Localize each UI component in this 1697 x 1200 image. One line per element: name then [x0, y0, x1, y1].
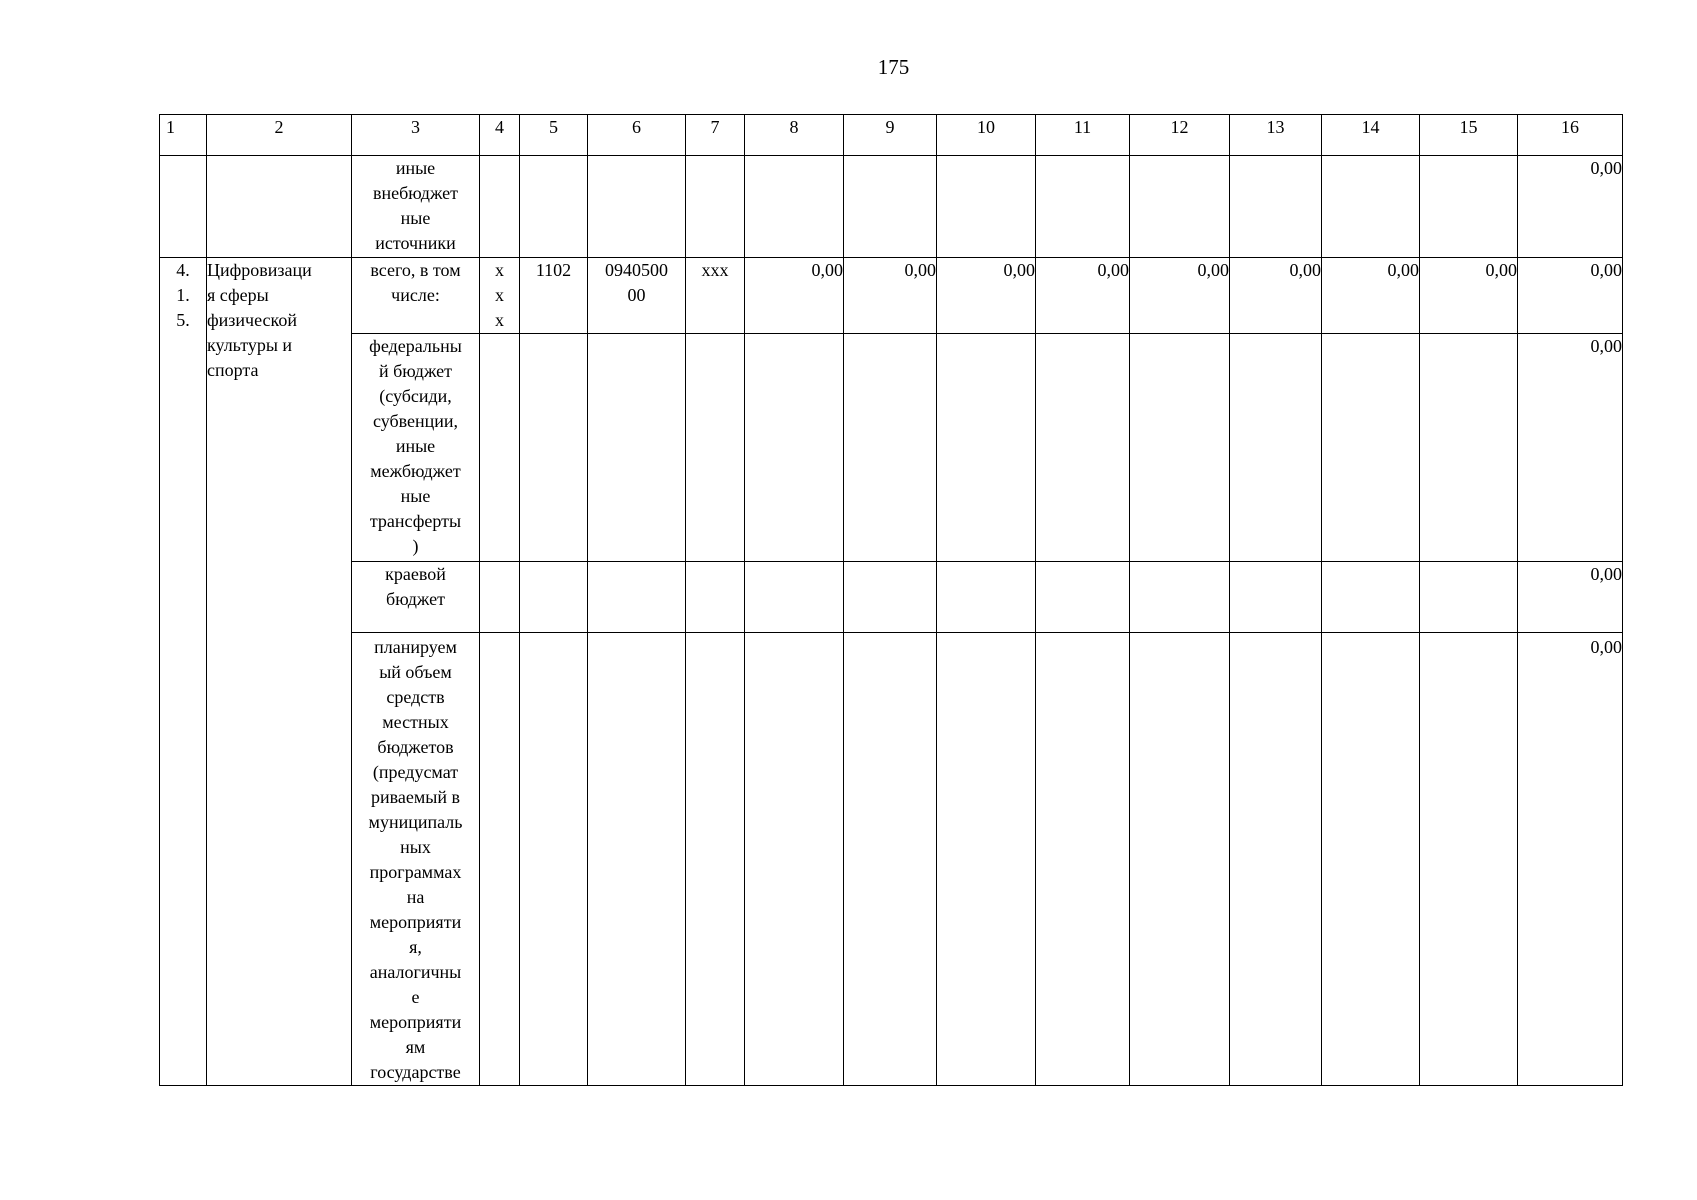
funding-source-cell	[352, 156, 480, 258]
column-number: 12	[1130, 115, 1230, 156]
value-cell: 0,00	[1322, 258, 1420, 334]
value-cell: 0,00	[1036, 258, 1130, 334]
col6-line: 0940500	[605, 260, 668, 280]
source-line: на	[406, 887, 425, 907]
funding-source-cell	[352, 633, 480, 1086]
source-line: муниципаль	[368, 812, 463, 832]
value-cell: 0,00	[937, 258, 1036, 334]
source-line: всего, в том	[370, 260, 461, 280]
source-line: ные	[400, 486, 431, 506]
source-line: бюджетов	[377, 737, 454, 757]
total-value: 0,00	[1518, 633, 1623, 1086]
column-number: 3	[352, 115, 480, 156]
source-line: межбюджет	[370, 461, 461, 481]
local-budget-row	[160, 633, 1623, 1086]
funding-source-cell	[352, 258, 480, 334]
source-line: мероприяти	[369, 912, 462, 932]
source-line: (предусмат	[372, 762, 459, 782]
funding-source-cell	[352, 562, 480, 633]
index-line: 1.	[176, 285, 190, 305]
value-cell: 0,00	[1130, 258, 1230, 334]
source-line: (субсиди,	[379, 386, 452, 406]
col4-line: x	[495, 285, 504, 305]
federal-budget-row	[160, 334, 1623, 562]
source-line: планируем	[374, 637, 457, 657]
source-line: иные	[395, 436, 436, 456]
value-cell: 0,00	[1420, 258, 1518, 334]
col7-cell: xxx	[686, 258, 745, 334]
source-line: й бюджет	[378, 361, 453, 381]
column-number: 2	[207, 115, 352, 156]
source-line: ные	[400, 208, 431, 228]
source-line: программах	[369, 862, 462, 882]
source-line: краевой	[385, 564, 446, 584]
column-number: 7	[686, 115, 745, 156]
item-total-row	[160, 258, 1623, 334]
name-line: Цифровизаци	[207, 260, 312, 280]
source-line: риваемый в	[371, 787, 460, 807]
source-line: е	[411, 987, 420, 1007]
source-line: )	[412, 536, 419, 556]
source-line: федеральны	[369, 336, 462, 356]
col4-line: x	[495, 260, 504, 280]
source-line: мероприяти	[369, 1012, 462, 1032]
other-sources-row	[160, 156, 1623, 258]
column-number: 4	[480, 115, 520, 156]
name-line: культуры и	[207, 335, 293, 355]
source-line: ных	[400, 837, 431, 857]
total-value: 0,00	[1518, 156, 1623, 258]
total-value: 0,00	[1518, 334, 1623, 562]
source-line: источники	[375, 233, 456, 253]
col4-cell	[480, 258, 520, 334]
column-number: 13	[1230, 115, 1322, 156]
column-number: 10	[937, 115, 1036, 156]
name-line: я сферы	[207, 285, 269, 305]
col6-cell	[588, 258, 686, 334]
source-line: бюджет	[386, 589, 445, 609]
name-line: спорта	[207, 360, 259, 380]
col5-cell: 1102	[520, 258, 588, 334]
source-line: ям	[405, 1037, 426, 1057]
column-number: 14	[1322, 115, 1420, 156]
value-cell: 0,00	[844, 258, 937, 334]
source-line: иные	[395, 158, 436, 178]
name-line: физической	[207, 310, 297, 330]
value-cell: 0,00	[745, 258, 844, 334]
column-number: 9	[844, 115, 937, 156]
total-value: 0,00	[1518, 562, 1623, 633]
col4-line: x	[495, 310, 504, 330]
column-number: 6	[588, 115, 686, 156]
source-line: трансферты	[369, 511, 462, 531]
budget-table	[159, 114, 1623, 1086]
index-line: 4.	[176, 260, 190, 280]
value-cell: 0,00	[1230, 258, 1322, 334]
column-number: 1	[160, 115, 207, 156]
source-line: местных	[382, 712, 449, 732]
column-number: 15	[1420, 115, 1518, 156]
header-row	[160, 115, 1623, 156]
item-index	[160, 258, 207, 1086]
column-number: 5	[520, 115, 588, 156]
regional-budget-row	[160, 562, 1623, 633]
funding-source-cell	[352, 334, 480, 562]
source-line: аналогичны	[369, 962, 462, 982]
index-line: 5.	[176, 310, 190, 330]
column-number: 16	[1518, 115, 1623, 156]
source-line: государстве	[370, 1062, 461, 1082]
source-line: внебюджет	[372, 183, 459, 203]
source-line: числе:	[391, 285, 440, 305]
source-line: средств	[386, 687, 445, 707]
source-line: субвенции,	[372, 411, 459, 431]
page-number: 175	[877, 55, 910, 79]
total-value: 0,00	[1518, 258, 1623, 334]
column-number: 8	[745, 115, 844, 156]
column-number: 11	[1036, 115, 1130, 156]
source-line: я,	[409, 937, 422, 957]
item-name	[207, 258, 352, 1086]
source-line: ый объем	[379, 662, 452, 682]
col6-line: 00	[627, 285, 646, 305]
